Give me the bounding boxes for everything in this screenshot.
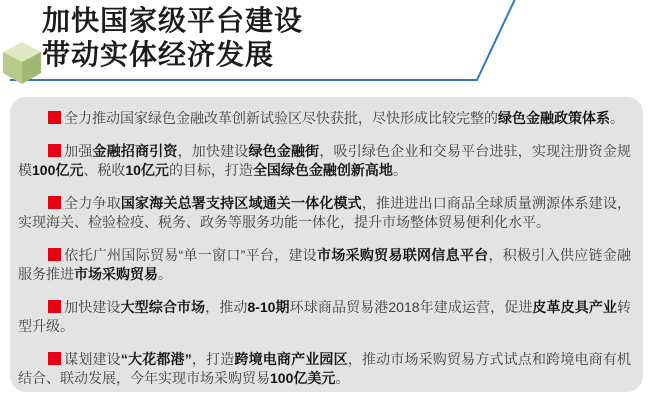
red-square-bullet-icon [48, 111, 61, 124]
emphasis-text: “大花都港” [120, 351, 192, 367]
emphasis-text: 金融招商引资 [92, 143, 178, 159]
bullet-paragraph [18, 142, 631, 180]
title-line-1: 加快国家级平台建设 [42, 5, 304, 36]
bullet-paragraph [18, 298, 631, 336]
body-text: ，吸引绿色企业和交易平台进驻，实现注册资金规模 [18, 143, 632, 178]
bullet-paragraph [18, 194, 631, 232]
bullet-paragraph [18, 246, 631, 284]
body-text: ，打造 [191, 351, 235, 367]
bullet-paragraph [18, 109, 631, 128]
red-square-bullet-icon [48, 352, 61, 365]
body-text: 转型升级。 [18, 299, 632, 334]
emphasis-text: 跨境电商产业园区 [234, 351, 348, 367]
green-cube-icon [1, 41, 43, 85]
emphasis-text: 100亿美元 [270, 370, 336, 386]
body-text: 。 [335, 370, 350, 386]
body-text: 。 [158, 266, 172, 282]
emphasis-text: 全国绿色金融创新高地 [252, 162, 393, 178]
emphasis-text: 皮革皮具产业 [532, 299, 618, 315]
body-text: ，推进进出口商品全球质量溯源体系建设，实现海关、检验检疫、税务、政务等服务功能一体化，提升市场整体贸易便利化水平。 [18, 195, 632, 230]
body-text: ，积极引入供应链金融服务推进 [18, 247, 632, 282]
body-text: 。 [392, 162, 407, 178]
body-text: 。 [610, 110, 624, 126]
body-text: ，加快建设 [177, 143, 249, 159]
page-title [42, 4, 512, 72]
body-text: ，推动 [205, 299, 248, 315]
body-text: 全力争取 [64, 195, 121, 211]
emphasis-text: 8-10期 [247, 299, 290, 315]
content-panel [10, 97, 643, 392]
body-text: 加快建设 [64, 299, 121, 315]
red-square-bullet-icon [48, 196, 61, 209]
body-text: 依托广州国际贸易“单一窗口”平台，建设 [64, 247, 318, 263]
body-text: 谋划建设 [64, 351, 121, 367]
red-square-bullet-icon [48, 300, 61, 313]
emphasis-text: 10亿元 [125, 162, 169, 178]
emphasis-text: 国家海关总署支持区域通关一体化模式 [120, 195, 362, 211]
title-line-2: 带动实体经济发展 [42, 39, 275, 70]
emphasis-text: 绿色金融政策体系 [498, 110, 610, 126]
red-square-bullet-icon [48, 144, 61, 157]
body-text: 、税收 [83, 162, 126, 178]
emphasis-text: 大型综合市场 [120, 299, 206, 315]
red-square-bullet-icon [48, 248, 61, 261]
emphasis-text: 市场采购贸易 [74, 266, 158, 282]
bullet-paragraph [18, 350, 631, 388]
body-text: 全力推动国家绿色金融改革创新试验区尽快获批，尽快形成比较完整的 [64, 110, 498, 126]
emphasis-text: 绿色金融街 [248, 143, 320, 159]
body-text: 环球商品贸易港2018年建成运营，促进 [289, 299, 533, 315]
emphasis-text: 100亿元 [32, 162, 84, 178]
body-text: 的目标，打造 [168, 162, 253, 178]
emphasis-text: 市场采购贸易联网信息平台 [317, 247, 489, 263]
body-text: 加强 [64, 143, 93, 159]
body-text: ，推动市场采购贸易方式试点和跨境电商有机结合、联动发展，今年实现市场采购贸易 [18, 351, 632, 386]
